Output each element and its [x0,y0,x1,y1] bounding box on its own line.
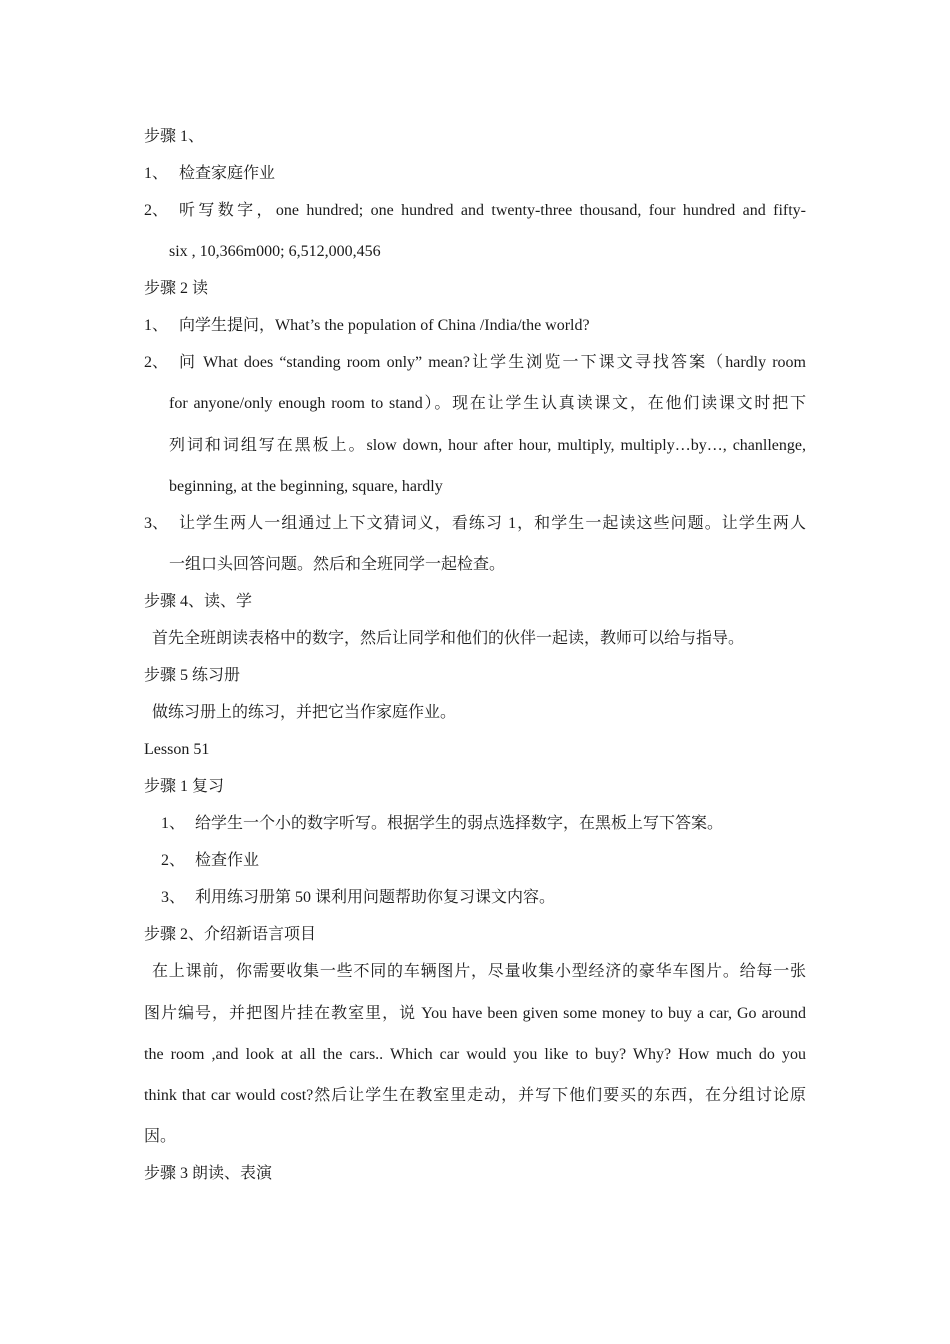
review-step2-body-line4: think that car would cost?然后让学生在教室里走动，并写下他们要买的东西，在分组讨论原 [144,1087,806,1104]
step2-item2-text-line1: 问 What does “standing room only” mean?让学生浏览一下课文寻找答案（hardly room [179,354,806,371]
step2-heading: 步骤 2 读 [144,280,209,297]
step2-item3-text-line1: 让学生两人一组通过上下文猜词义，看练习 1，和学生一起读这些问题。让学生两人 [179,515,806,532]
step4-body: 首先全班朗读表格中的数字，然后让同学和他们的伙伴一起读，教师可以给与指导。 [152,630,745,647]
step2-item2-text-line4: beginning, at the beginning, square, hardly [169,478,443,495]
step2-item2-text-line3: 列词和词组写在黑板上。slow down, hour after hour, multiply, multiply…by…, chanllenge, [169,437,806,454]
review-item3-text: 利用练习册第 50 课利用问题帮助你复习课文内容。 [195,889,556,906]
review-step1-heading: 步骤 1 复习 [144,778,225,795]
step1-item1-text: 检查家庭作业 [179,165,276,182]
step2-item3-number: 3、 [144,515,169,532]
step1-item2-text-line1: 听写数字，one hundred; one hundred and twenty-three thousand, four hundred and fifty- [179,202,806,219]
step5-body: 做练习册上的练习，并把它当作家庭作业。 [152,704,457,721]
step4-heading: 步骤 4、读、学 [144,593,253,610]
review-step2-body-line1: 在上课前，你需要收集一些不同的车辆图片，尽量收集小型经济的豪华车图片。给每一张 [152,963,806,980]
step2-item2-text-line2: for anyone/only enough room to stand）。现在让学生认真读课文，在他们读课文时把下 [169,395,806,412]
lesson-title: Lesson 51 [144,741,210,758]
review-step2-heading: 步骤 2、介绍新语言项目 [144,926,317,943]
review-step3-heading: 步骤 3 朗读、表演 [144,1165,273,1182]
review-item2-number: 2、 [161,852,186,869]
review-step2-body-line5: 因。 [144,1128,177,1145]
step2-item1-number: 1、 [144,317,169,334]
step2-item1-text: 向学生提问，What’s the population of China /India/the world? [179,317,590,334]
review-item1-number: 1、 [161,815,186,832]
review-step2-body-line3: the room ,and look at all the cars.. Which car would you like to buy? Why? How much do you [144,1046,806,1063]
step2-item3-text-line2: 一组口头回答问题。然后和全班同学一起检查。 [169,556,506,573]
review-step2-body-line2: 图片编号，并把图片挂在教室里，说 You have been given some money to buy a car, Go around [144,1005,806,1022]
step1-heading: 步骤 1、 [144,128,205,145]
review-item3-number: 3、 [161,889,186,906]
step1-item1-number: 1、 [144,165,169,182]
step2-item2-number: 2、 [144,354,169,371]
step1-item2-text-line2: six , 10,366m000; 6,512,000,456 [169,243,381,260]
step1-item2-number: 2、 [144,202,169,219]
step5-heading: 步骤 5 练习册 [144,667,241,684]
review-item1-text: 给学生一个小的数字听写。根据学生的弱点选择数字，在黑板上写下答案。 [195,815,724,832]
review-item2-text: 检查作业 [195,852,260,869]
